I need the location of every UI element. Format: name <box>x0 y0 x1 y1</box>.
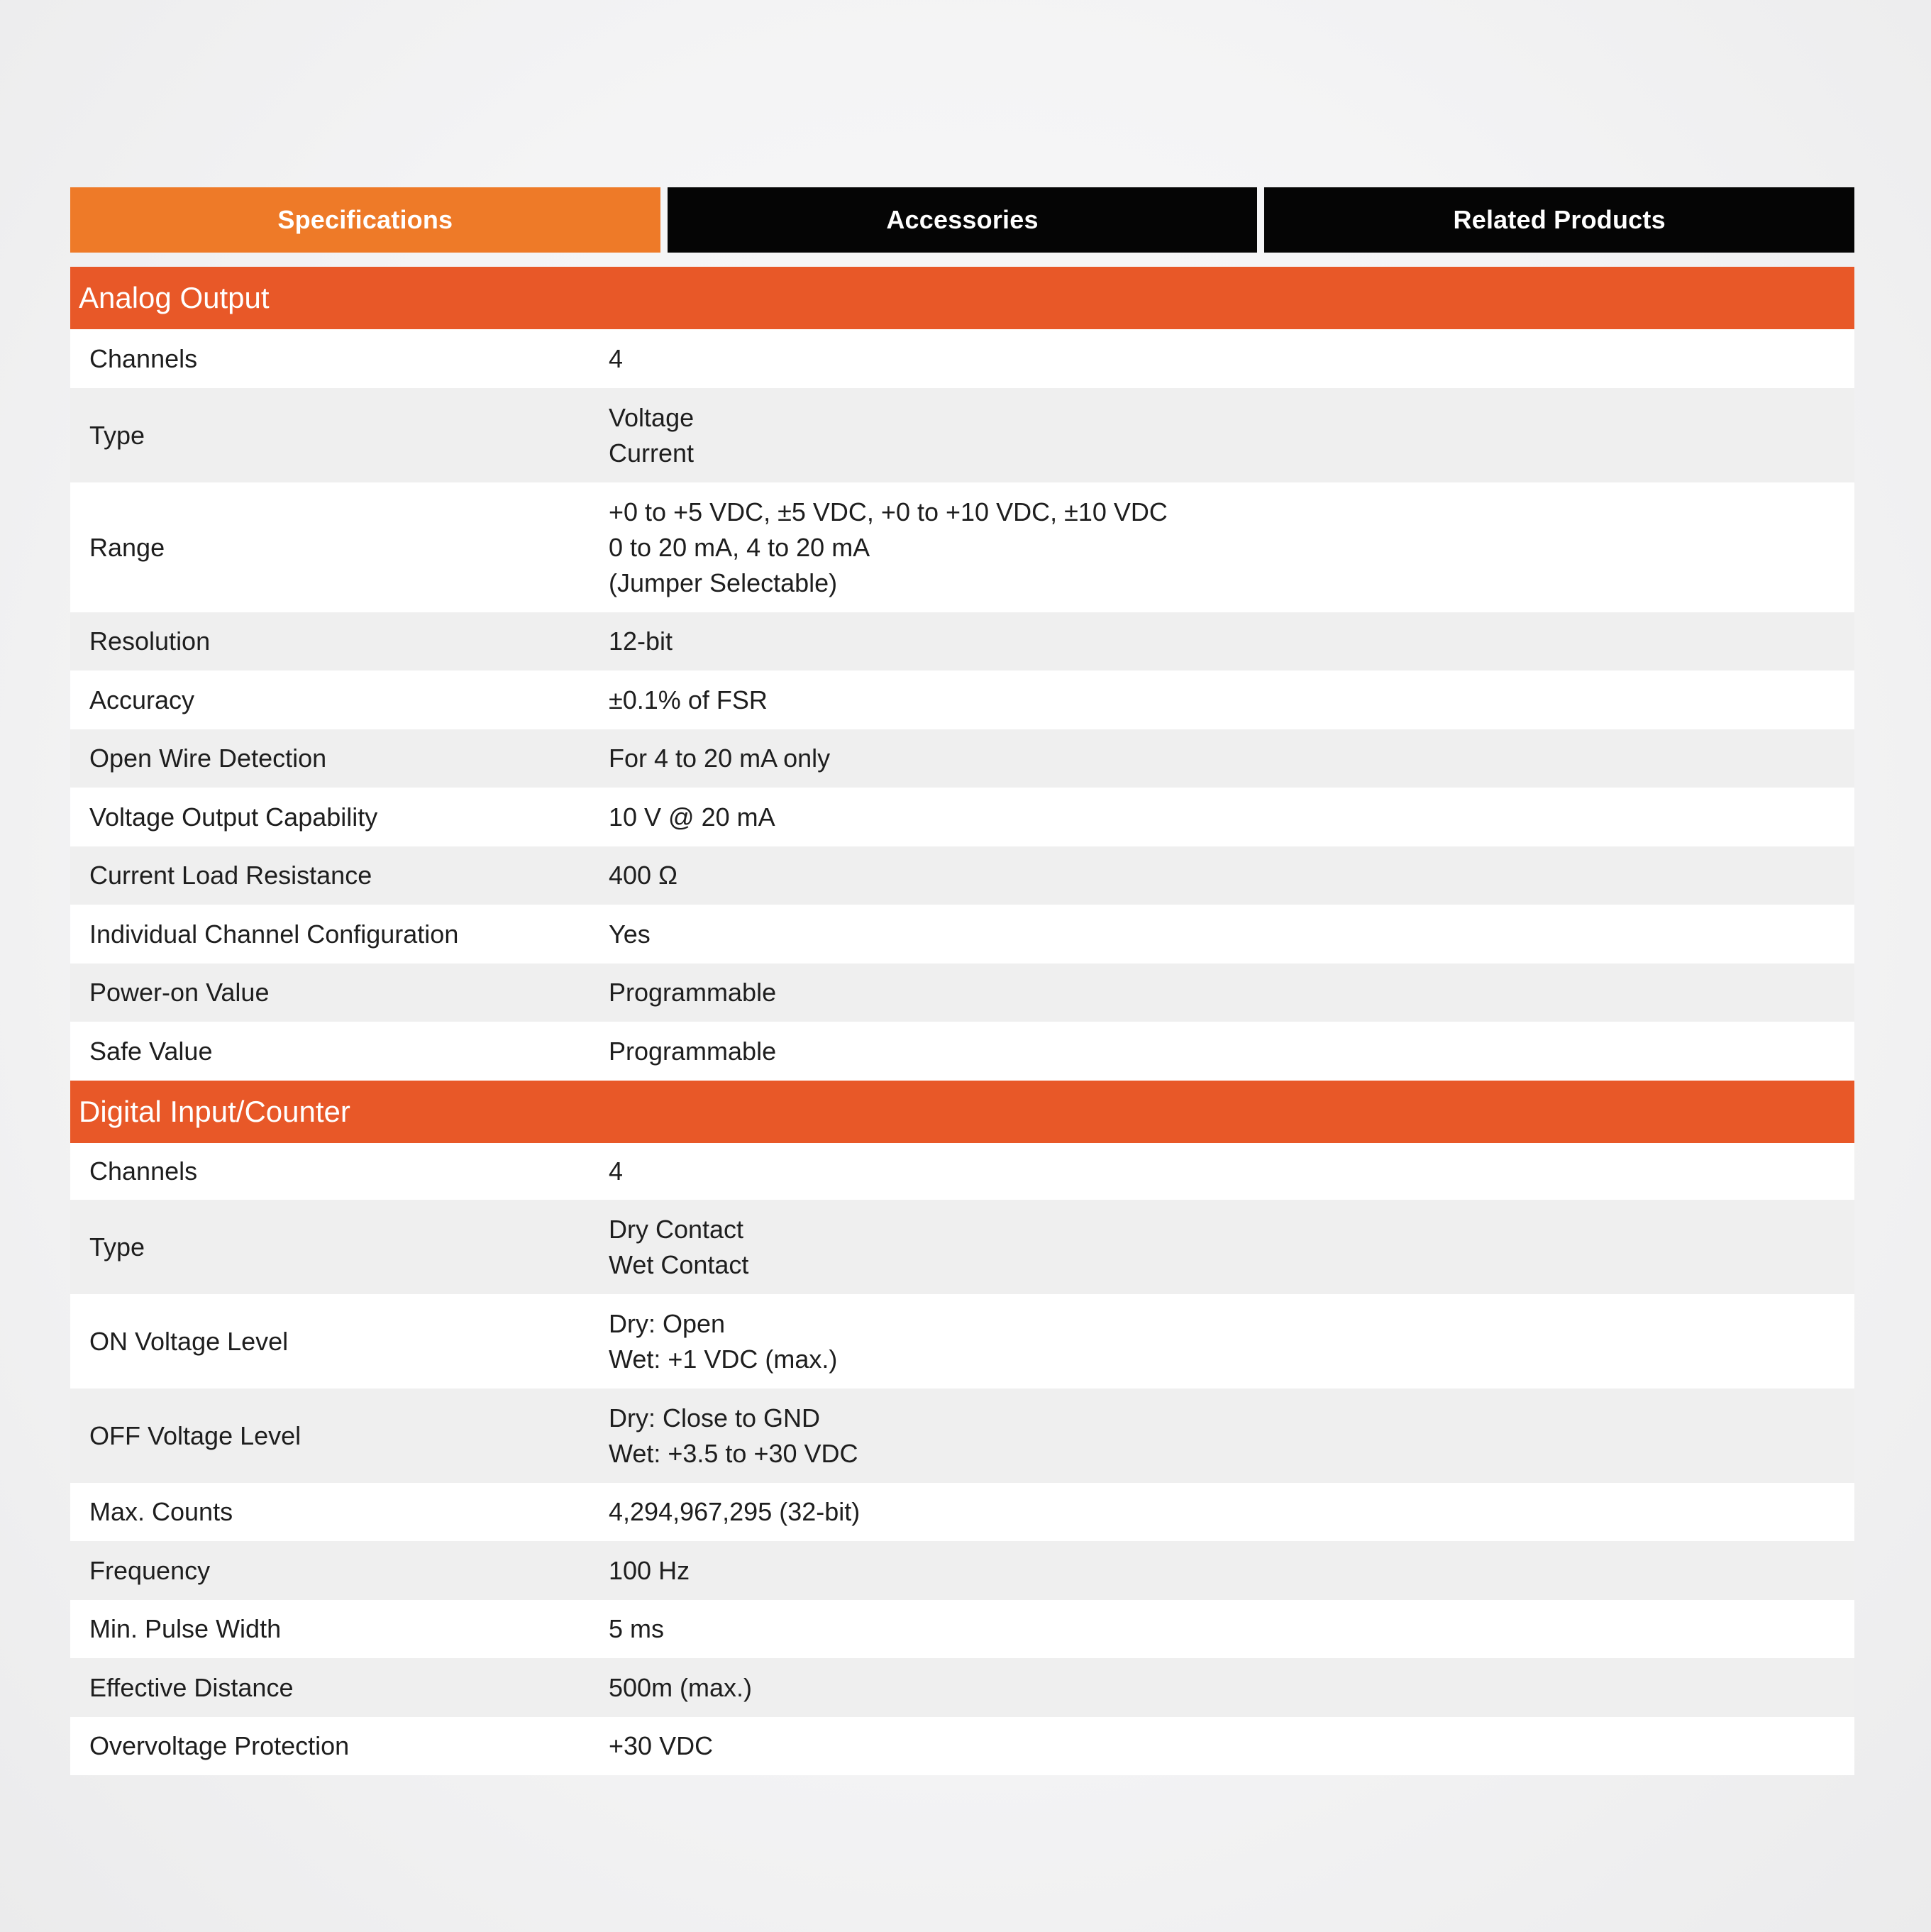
row-value <box>609 1553 1854 1589</box>
row-label: Overvoltage Protection <box>89 1731 350 1760</box>
row-value-line: Programmable <box>609 1036 777 1066</box>
table-row <box>70 729 1854 788</box>
row-value <box>609 1494 1854 1530</box>
table-row <box>70 1200 1854 1294</box>
table-row <box>70 388 1854 482</box>
row-value <box>609 1728 1854 1764</box>
row-value-line: 4 <box>609 1157 624 1186</box>
row-value-line: Wet: +3.5 to +30 VDC <box>609 1438 858 1468</box>
table-row <box>70 1600 1854 1658</box>
spec-section <box>70 267 1854 1081</box>
row-label: Power-on Value <box>89 978 270 1007</box>
tab-accessories[interactable]: Accessories <box>668 187 1258 253</box>
row-value <box>609 917 1854 952</box>
row-value-line: 12-bit <box>609 626 673 656</box>
table-row <box>70 1658 1854 1717</box>
row-label: Type <box>89 420 145 450</box>
row-value-line: +30 VDC <box>609 1731 714 1760</box>
row-value-line: Current <box>609 438 695 468</box>
row-label: Accuracy <box>89 685 195 714</box>
row-value-line: Yes <box>609 919 651 949</box>
row-value <box>609 1212 1854 1283</box>
section-rows <box>70 329 1854 1081</box>
row-value-line: Dry Contact <box>609 1214 744 1244</box>
row-label: Safe Value <box>89 1036 213 1066</box>
table-row <box>70 905 1854 964</box>
row-value-line: Dry: Close to GND <box>609 1403 821 1433</box>
row-label: Max. Counts <box>89 1497 233 1526</box>
tab-related-products[interactable]: Related Products <box>1264 187 1854 253</box>
table-row <box>70 1294 1854 1389</box>
row-value-line: +0 to +5 VDC, ±5 VDC, +0 to +10 VDC, ±10 VDC <box>609 497 1168 526</box>
row-value <box>609 624 1854 659</box>
row-value <box>609 1611 1854 1647</box>
row-value <box>609 1670 1854 1706</box>
spec-section <box>70 1081 1854 1775</box>
row-label: Current Load Resistance <box>89 861 372 890</box>
row-label: Individual Channel Configuration <box>89 919 459 949</box>
row-value <box>609 1401 1854 1472</box>
table-row <box>70 964 1854 1022</box>
table-row <box>70 788 1854 846</box>
row-value-line: Dry: Open <box>609 1308 726 1338</box>
row-label: Voltage Output Capability <box>89 802 378 832</box>
table-row <box>70 329 1854 388</box>
row-label: Min. Pulse Width <box>89 1614 282 1643</box>
table-row <box>70 1022 1854 1081</box>
row-value <box>609 858 1854 893</box>
row-value-line: 4,294,967,295 (32-bit) <box>609 1497 861 1526</box>
row-value-line: Voltage <box>609 402 695 432</box>
row-value <box>609 1154 1854 1189</box>
row-label: OFF Voltage Level <box>89 1420 301 1450</box>
table-row <box>70 846 1854 905</box>
row-value-line: 400 Ω <box>609 861 677 890</box>
row-value <box>609 495 1854 601</box>
tab-specifications[interactable]: Specifications <box>70 187 660 253</box>
row-value <box>609 683 1854 718</box>
section-header: Analog Output <box>70 267 1854 329</box>
table-row <box>70 1143 1854 1200</box>
row-value <box>609 800 1854 835</box>
row-value-line: ±0.1% of FSR <box>609 685 768 714</box>
table-row <box>70 482 1854 612</box>
row-label: Type <box>89 1232 145 1262</box>
row-value-line: Wet: +1 VDC (max.) <box>609 1344 838 1374</box>
section-header: Digital Input/Counter <box>70 1081 1854 1143</box>
spec-panel <box>70 187 1854 1775</box>
row-value-line: 5 ms <box>609 1614 665 1643</box>
row-value <box>609 1034 1854 1069</box>
row-value-line: 4 <box>609 343 624 373</box>
spec-table <box>70 267 1854 1775</box>
row-label: Channels <box>89 1157 198 1186</box>
row-label: Range <box>89 532 165 562</box>
table-row <box>70 612 1854 670</box>
row-value-line: Wet Contact <box>609 1249 749 1279</box>
section-rows <box>70 1143 1854 1775</box>
table-row <box>70 1389 1854 1483</box>
table-row <box>70 1541 1854 1600</box>
row-value-line: 0 to 20 mA, 4 to 20 mA <box>609 532 870 562</box>
tab-bar <box>70 187 1854 253</box>
table-row <box>70 1483 1854 1541</box>
row-value-line: For 4 to 20 mA only <box>609 744 831 773</box>
row-value <box>609 975 1854 1010</box>
row-label: Open Wire Detection <box>89 744 327 773</box>
row-value-line: Programmable <box>609 978 777 1007</box>
row-label: Resolution <box>89 626 211 656</box>
row-label: Channels <box>89 343 198 373</box>
row-value <box>609 741 1854 776</box>
row-value-line: 500m (max.) <box>609 1672 753 1702</box>
row-value <box>609 341 1854 377</box>
row-value <box>609 1306 1854 1377</box>
table-row <box>70 1717 1854 1775</box>
row-label: Frequency <box>89 1555 211 1585</box>
row-value <box>609 400 1854 471</box>
row-label: Effective Distance <box>89 1672 294 1702</box>
row-value-line: 100 Hz <box>609 1555 690 1585</box>
row-label: ON Voltage Level <box>89 1326 289 1356</box>
row-value-line: 10 V @ 20 mA <box>609 802 775 832</box>
table-row <box>70 670 1854 729</box>
row-value-line: (Jumper Selectable) <box>609 568 838 597</box>
